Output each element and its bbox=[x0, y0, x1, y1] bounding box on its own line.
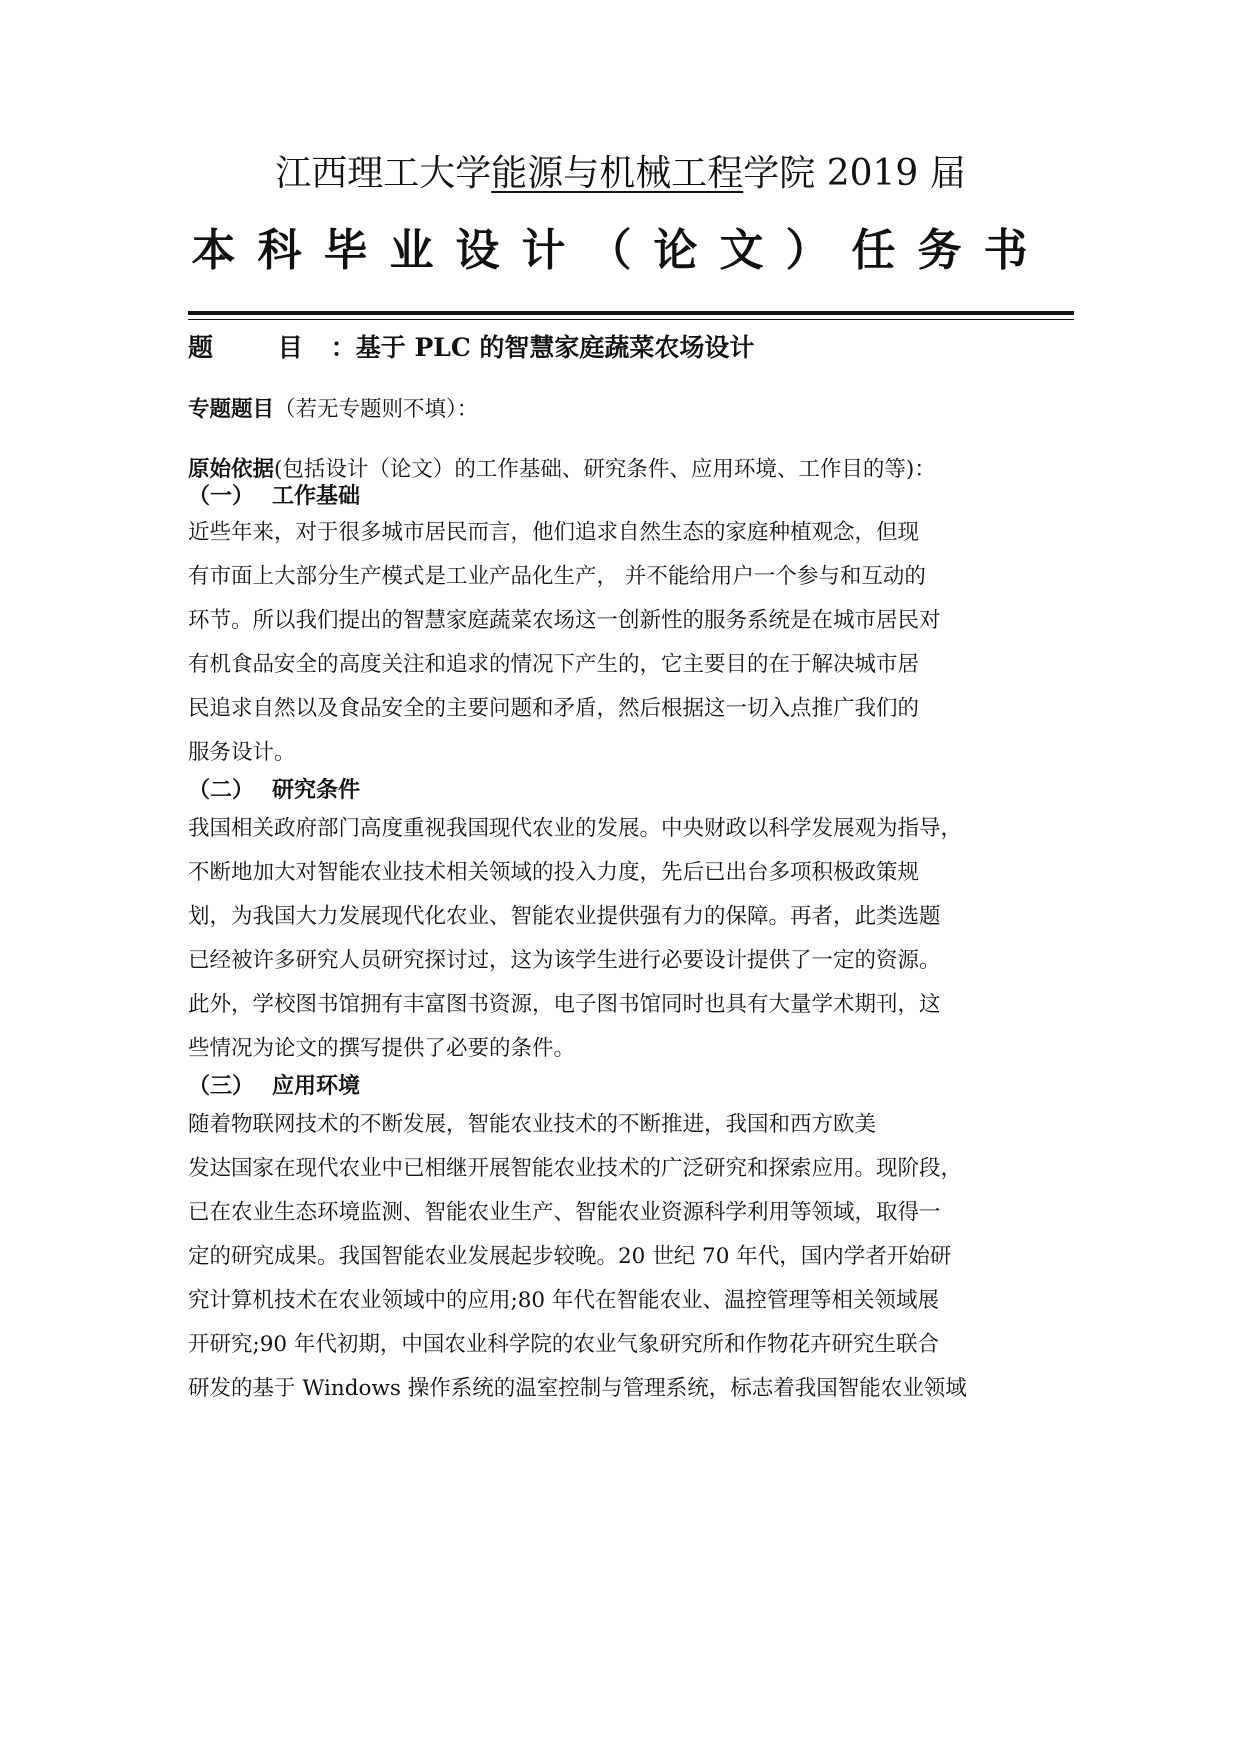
paragraph-line: 服务设计。 bbox=[188, 740, 296, 765]
graduation-year: 学院 2019 届 bbox=[743, 153, 966, 194]
section-title: 应用环境 bbox=[272, 1074, 361, 1099]
paragraph-line: 已在农业生态环境监测、智能农业生产、智能农业资源科学利用等领域，取得一 bbox=[188, 1200, 941, 1225]
section-heading bbox=[188, 482, 360, 512]
paragraph-line: 我国相关政府部门高度重视我国现代农业的发展。中央财政以科学发展观为指导， bbox=[188, 816, 963, 841]
section-heading bbox=[188, 776, 360, 806]
section-number: （二） bbox=[188, 778, 255, 803]
original-basis-note: (包括设计（论文）的工作基础、研究条件、应用环境、工作目的等)： bbox=[274, 457, 936, 482]
paragraph-line: 近些年来，对于很多城市居民而言，他们追求自然生态的家庭种植观念，但现 bbox=[188, 520, 920, 545]
header-rule-thick bbox=[188, 311, 1074, 315]
original-basis-label: 原始依据 bbox=[188, 457, 275, 482]
paragraph-line: 究计算机技术在农业领域中的应用;80 年代在智能农业、温控管理等相关领域展 bbox=[188, 1288, 939, 1313]
paragraph-line: 有市面上大部分生产模式是工业产品化生产， 并不能给用户一个参与和互动的 bbox=[188, 564, 926, 589]
original-basis-row bbox=[188, 455, 1068, 485]
paragraph-line: 环节。所以我们提出的智慧家庭蔬菜农场这一创新性的服务系统是在城市居民对 bbox=[188, 608, 941, 633]
paragraph-line: 有机食品安全的高度关注和追求的情况下产生的，它主要目的在于解决城市居 bbox=[188, 652, 920, 677]
paragraph-line: 已经被许多研究人员研究探讨过，这为该学生进行必要设计提供了一定的资源。 bbox=[188, 948, 941, 973]
special-topic-label: 专题题目 bbox=[188, 397, 275, 422]
university-header bbox=[0, 150, 1241, 198]
section-title: 研究条件 bbox=[272, 778, 361, 803]
paragraph-line: 民追求自然以及食品安全的主要问题和矛盾，然后根据这一切入点推广我们的 bbox=[188, 696, 920, 721]
thesis-title-separator: ： bbox=[330, 333, 356, 362]
paragraph-line: 不断地加大对智能农业技术相关领域的投入力度，先后已出台多项积极政策规 bbox=[188, 860, 920, 885]
thesis-title-label: 题 目 bbox=[188, 333, 331, 362]
university-name: 江西理工大学 bbox=[275, 153, 492, 194]
paragraph-line: 划，为我国大力发展现代化农业、智能农业提供强有力的保障。再者，此类选题 bbox=[188, 904, 941, 929]
paragraph-line: 研发的基于 Windows 操作系统的温室控制与管理系统，标志着我国智能农业领域 bbox=[188, 1376, 967, 1401]
document-title: 本科毕业设计（论文）任务书 bbox=[191, 225, 1050, 276]
paragraph-line: 此外，学校图书馆拥有丰富图书资源，电子图书馆同时也具有大量学术期刊，这 bbox=[188, 992, 941, 1017]
section-number: （三） bbox=[188, 1074, 255, 1099]
section-heading bbox=[188, 1072, 360, 1102]
section-number: （一） bbox=[188, 484, 255, 509]
paragraph-line: 些情况为论文的撰写提供了必要的条件。 bbox=[188, 1036, 576, 1061]
special-topic-row bbox=[188, 395, 1068, 425]
thesis-title-row bbox=[188, 328, 754, 368]
paragraph-line: 定的研究成果。我国智能农业发展起步较晚。20 世纪 70 年代，国内学者开始研 bbox=[188, 1244, 952, 1269]
thesis-title-value: 基于 PLC 的智慧家庭蔬菜农场设计 bbox=[355, 333, 755, 362]
special-topic-note: （若无专题则不填）： bbox=[274, 397, 479, 422]
section-title: 工作基础 bbox=[272, 484, 361, 509]
paragraph-line: 发达国家在现代农业中已相继开展智能农业技术的广泛研究和探索应用。现阶段， bbox=[188, 1156, 963, 1181]
paragraph-line: 开研究;90 年代初期，中国农业科学院的农业气象研究所和作物花卉研究生联合 bbox=[188, 1332, 939, 1357]
paragraph-line: 随着物联网技术的不断发展，智能农业技术的不断推进，我国和西方欧美 bbox=[188, 1112, 877, 1137]
college-name: 能源与机械工程 bbox=[491, 153, 744, 194]
header-rule-thin bbox=[188, 319, 1074, 320]
